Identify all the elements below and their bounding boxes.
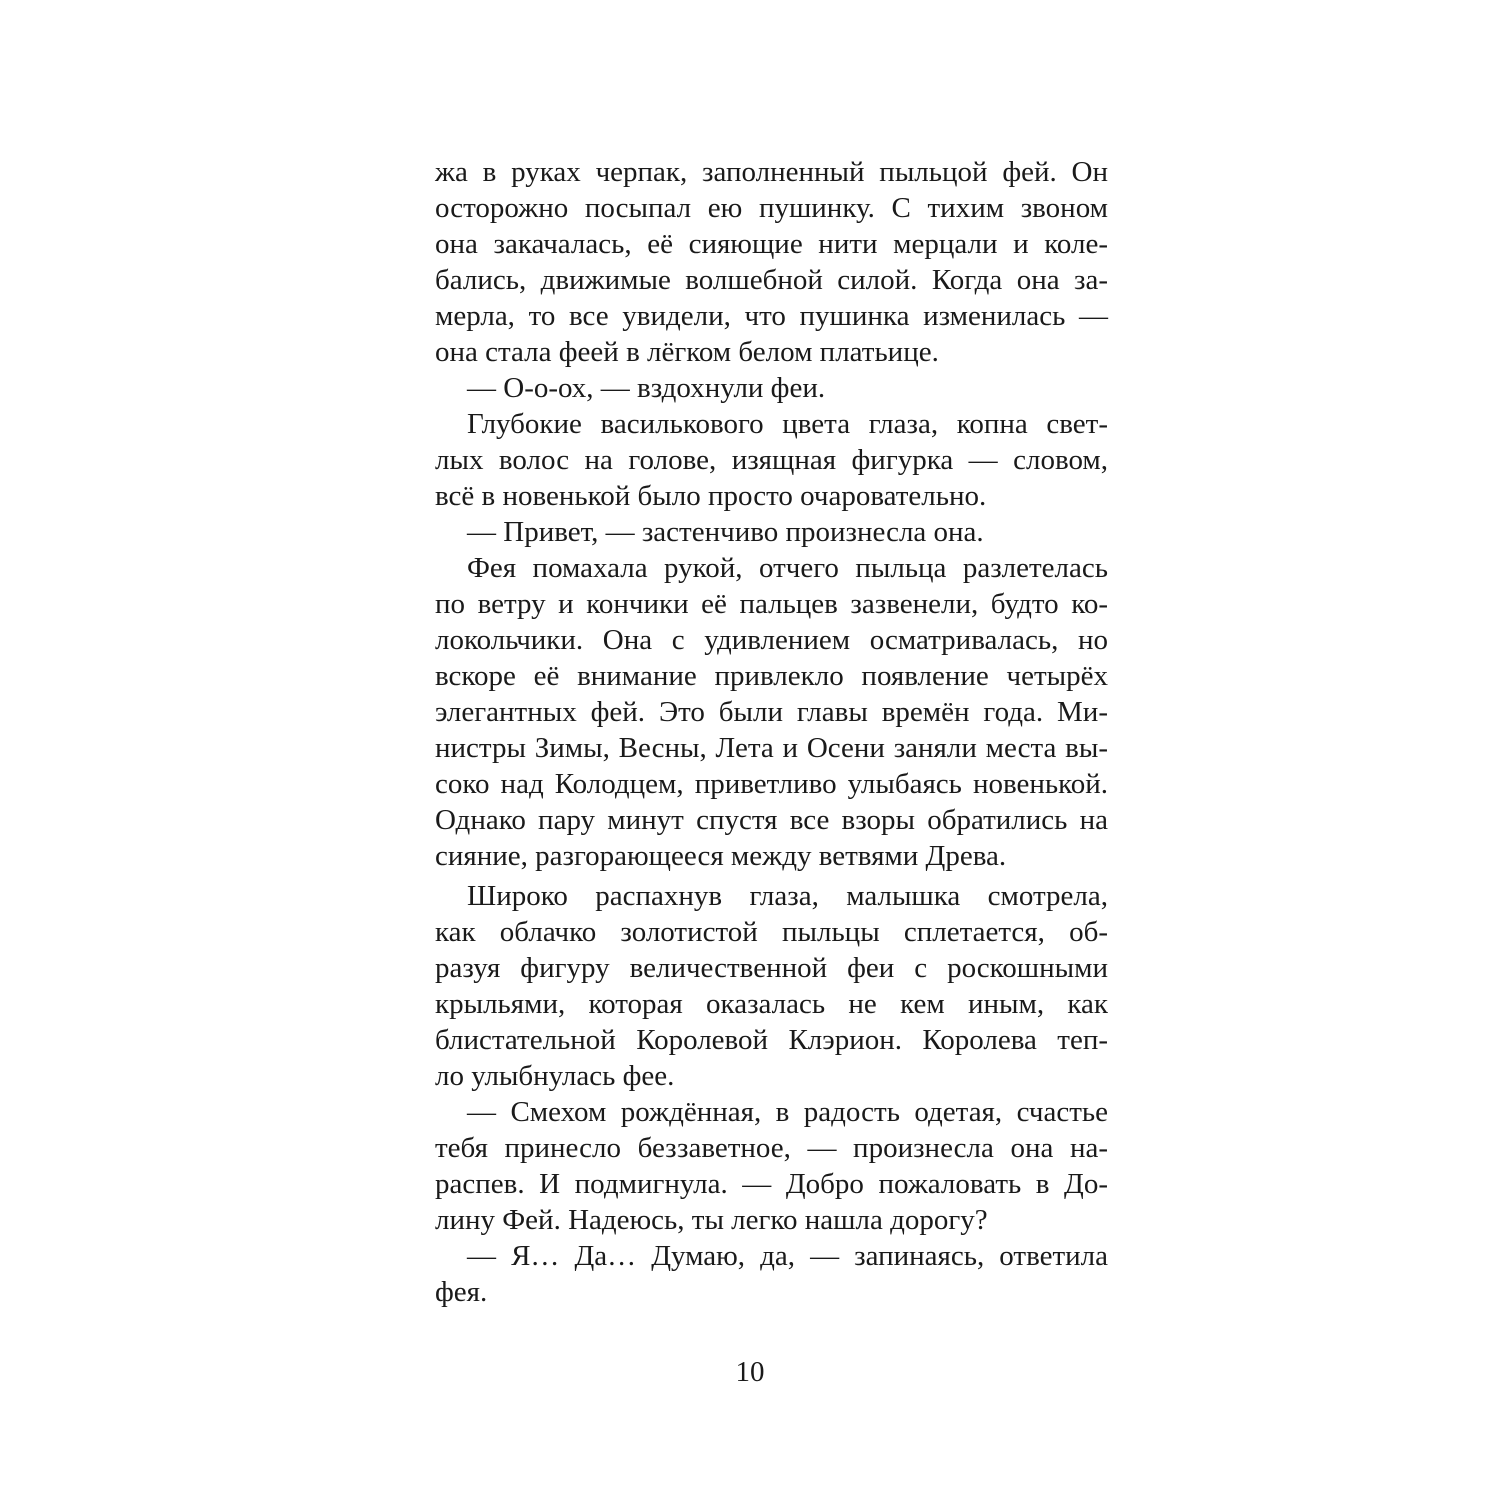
text-line: фея. [435, 1276, 488, 1308]
text-line: вскоре её внимание привлекло появление четырёх [435, 660, 1108, 692]
dialogue-line: — О-о-ох, — вздохнули феи. [467, 372, 826, 404]
text-line: она закачалась, её сияющие нити мерцали и коле- [435, 228, 1108, 260]
text-line: бались, движимые волшебной силой. Когда она за- [435, 264, 1108, 296]
text-line: осторожно посыпал ею пушинку. С тихим звоном [435, 192, 1108, 224]
text-line: Глубокие василькового цвета глаза, копна свет- [467, 408, 1108, 440]
text-line: мерла, то все увидели, что пушинка изменилась — [435, 300, 1108, 332]
page-number: 10 [735, 1356, 765, 1388]
text-line: блистательной Королевой Клэрион. Королева теп- [435, 1024, 1108, 1056]
text-line: сияние, разгорающееся между ветвями Древа. [435, 840, 1007, 872]
dialogue-line: — Привет, — застенчиво произнесла она. [467, 516, 984, 548]
text-line: по ветру и кончики её пальцев зазвенели, будто ко- [435, 588, 1108, 620]
text-line: ло улыбнулась фее. [435, 1060, 675, 1092]
text-line: распев. И подмигнула. — Добро пожаловать в До- [435, 1168, 1108, 1200]
text-line: локольчики. Она с удивлением осматривалась, но [435, 624, 1108, 656]
text-line: крыльями, которая оказалась не кем иным, как [435, 988, 1108, 1020]
text-line: Фея помахала рукой, отчего пыльца разлетелась [467, 552, 1108, 584]
text-line: лину Фей. Надеюсь, ты легко нашла дорогу? [435, 1204, 988, 1236]
text-line: соко над Колодцем, приветливо улыбаясь новенькой. [435, 768, 1108, 800]
dialogue-line: — Смехом рождённая, в радость одетая, счастье [467, 1096, 1108, 1128]
text-line: нистры Зимы, Весны, Лета и Осени заняли места вы- [435, 732, 1108, 764]
text-line: элегантных фей. Это были главы времён года. Ми- [435, 696, 1108, 728]
text-line: разуя фигуру величественной феи с роскошными [435, 952, 1108, 984]
text-line: она стала феей в лёгком белом платьице. [435, 336, 939, 368]
text-line: жа в руках черпак, заполненный пыльцой фей. Он [435, 156, 1108, 188]
text-line: всё в новенькой было просто очаровательно. [435, 480, 987, 512]
dialogue-line: — Я… Да… Думаю, да, — запинаясь, ответила [467, 1240, 1108, 1272]
text-line: как облачко золотистой пыльцы сплетается, об- [435, 916, 1108, 948]
text-line: Широко распахнув глаза, малышка смотрела, [467, 880, 1108, 912]
text-line: Однако пару минут спустя все взоры обратились на [435, 804, 1108, 836]
text-line: лых волос на голове, изящная фигурка — словом, [435, 444, 1108, 476]
text-line: тебя принесло беззаветное, — произнесла она на- [435, 1132, 1108, 1164]
